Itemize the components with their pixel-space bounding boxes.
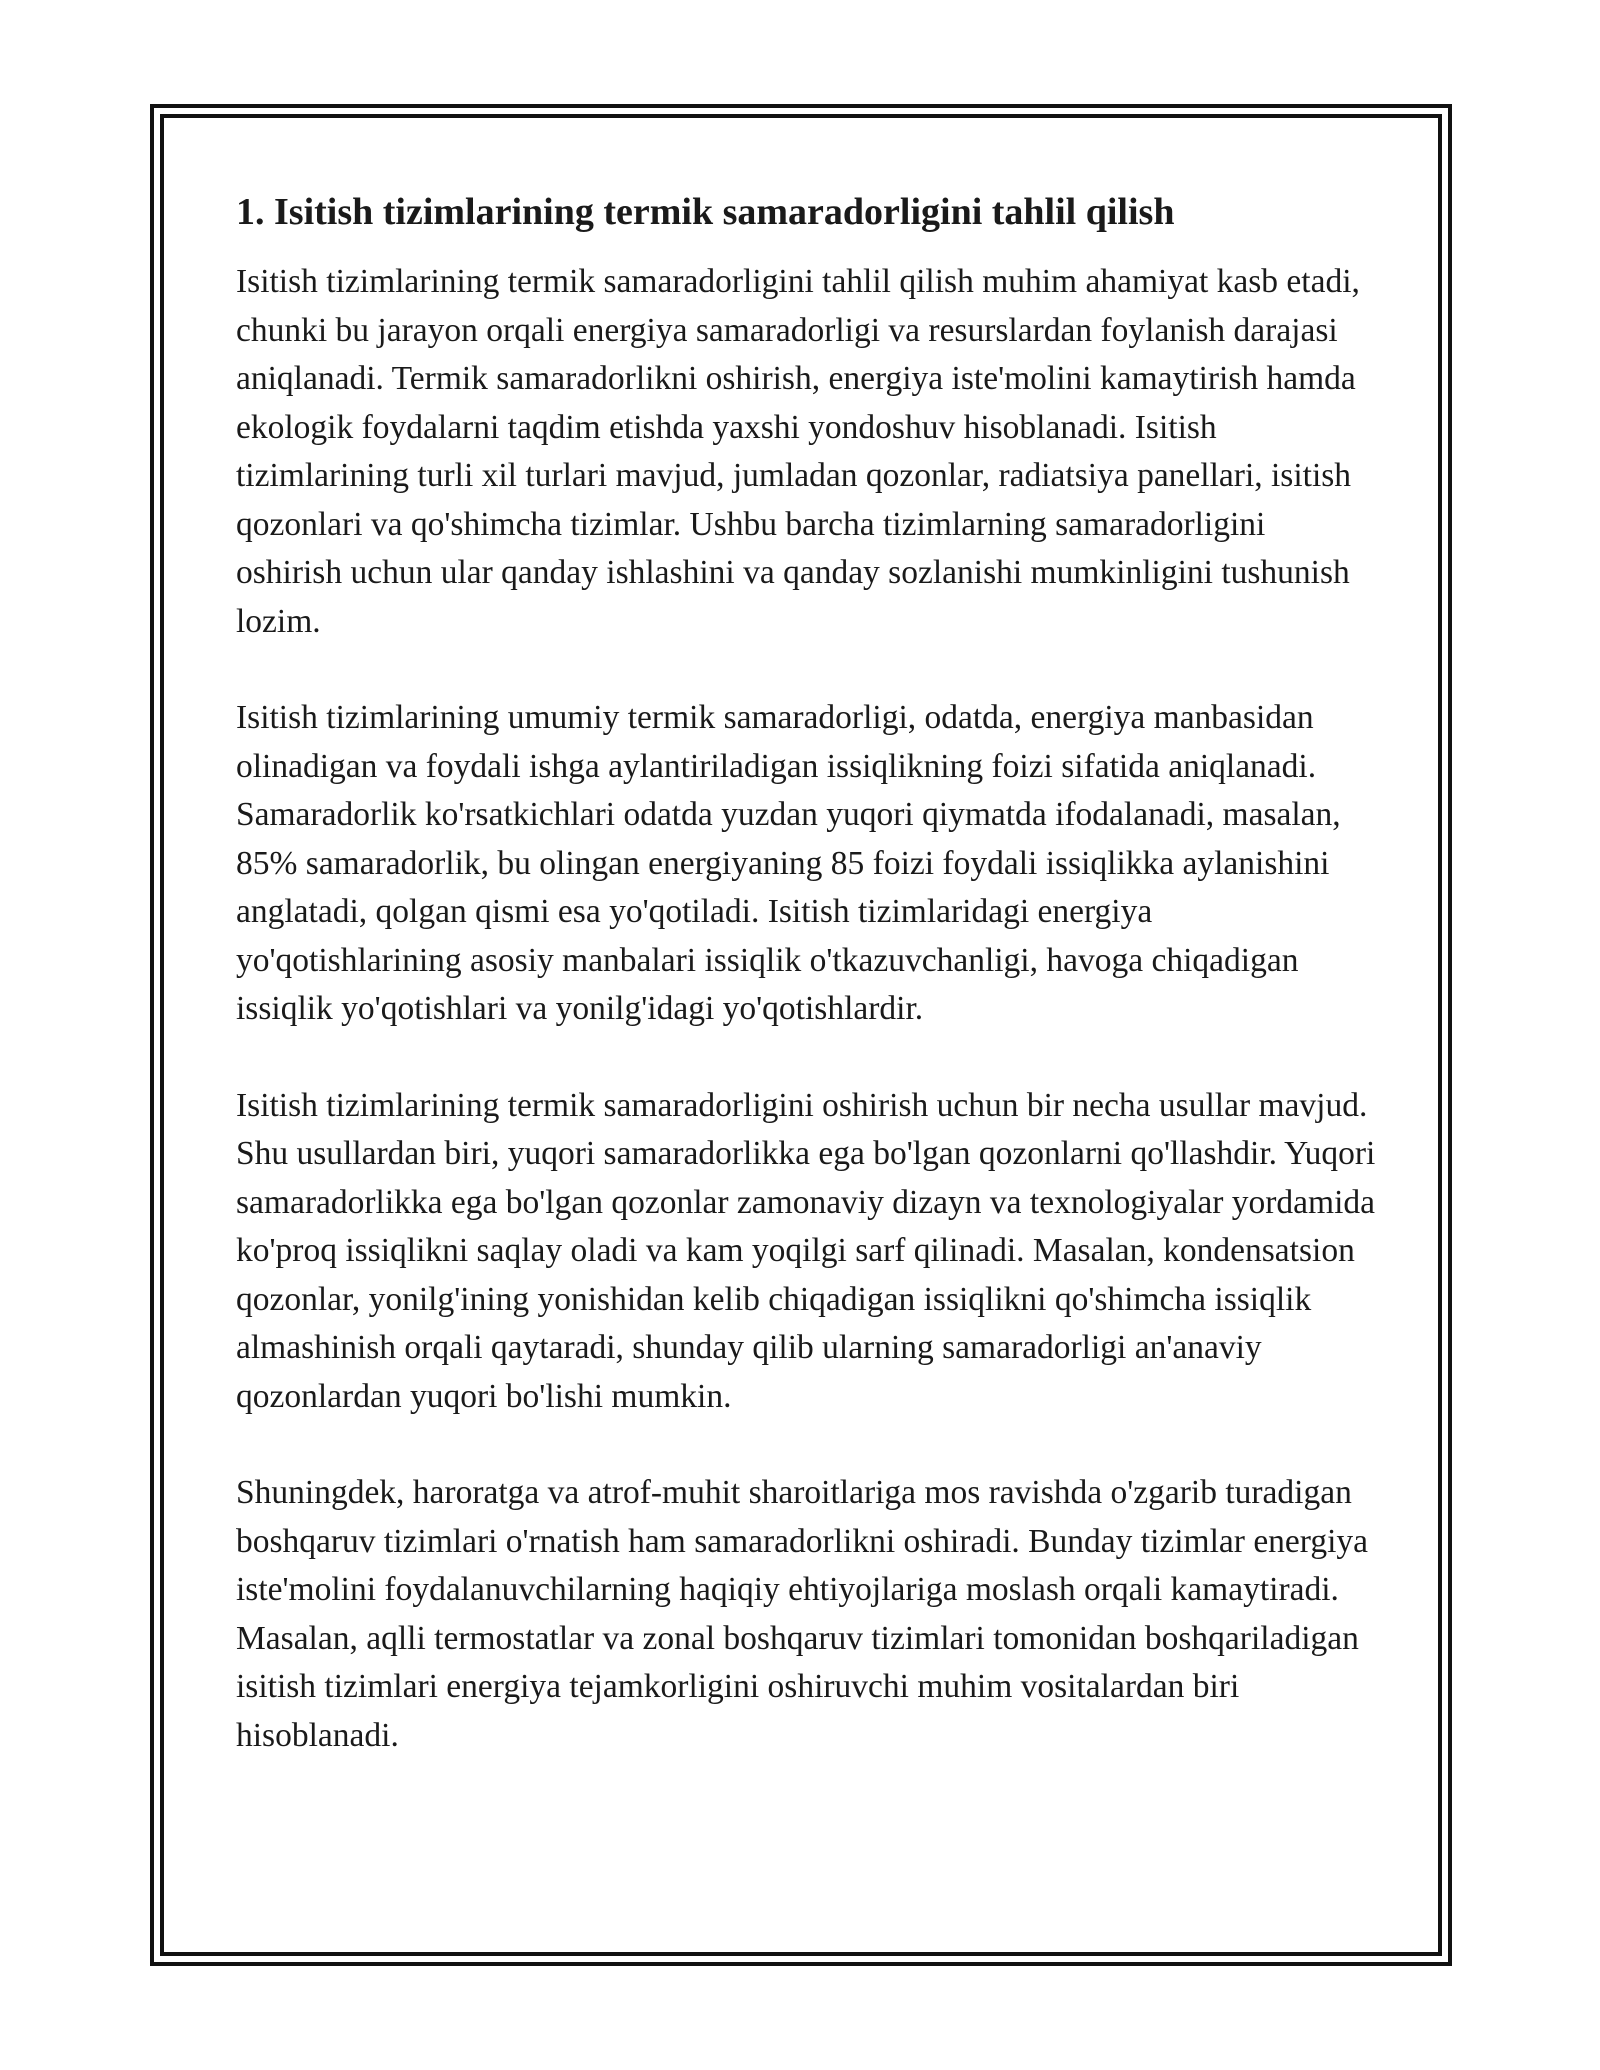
- section-heading: 1. Isitish tizimlarining termik samaradorligini tahlil qilish: [236, 191, 1175, 233]
- paragraph-4: Shuningdek, haroratga va atrof-muhit sharoitlariga mos ravishda o'zgarib turadigan boshqaruv tizimlari o'rnatish ham samaradorlikni oshiradi. Bunday tizimlar energiya iste'molini foydalanuvchilarning haqiqiy ehtiyojlariga moslash orqali kamaytiradi. Masalan, aqlli termostatlar va zonal boshqaruv tizimlari tomonidan boshqariladigan isitish tizimlari energiya tejamkorligini oshiruvchi muhim vositalardan biri hisoblanadi.: [236, 1474, 1369, 1754]
- paragraph-2: Isitish tizimlarining umumiy termik samaradorligi, odatda, energiya manbasidan olinadigan va foydali ishga aylantiriladigan issiqlikning foizi sifatida aniqlanadi. Samaradorlik ko'rsatkichlari odatda yuzdan yuqori qiymatda ifodalanadi, masalan, 85% samaradorlik, bu olingan energiyaning 85 foizi foydali issiqlikka aylanishini anglatadi, qolgan qismi esa yo'qotiladi. Isitish tizimlaridagi energiya yo'qotishlarining asosiy manbalari issiqlik o'tkazuvchanligi, havoga chiqadigan issiqlik yo'qotishlari va yonilg'idagi yo'qotishlardir.: [236, 699, 1341, 1027]
- document-body: [236, 186, 1376, 1808]
- paragraph-1: Isitish tizimlarining termik samaradorligini tahlil qilish muhim ahamiyat kasb etadi, chunki bu jarayon orqali energiya samaradorligi va resurslardan foylanish darajasi aniqlanadi. Termik samaradorlikni oshirish, energiya iste'molini kamaytirish hamda ekologik foydalarni taqdim etishda yaxshi yondoshuv hisoblanadi. Isitish tizimlarining turli xil turlari mavjud, jumladan qozonlar, radiatsiya panellari, isitish qozonlari va qo'shimcha tizimlar. Ushbu barcha tizimlarning samaradorligini oshirish uchun ular qanday ishlashini va qanday sozlanishi mumkinligini tushunish lozim.: [236, 263, 1360, 640]
- paragraph-3: Isitish tizimlarining termik samaradorligini oshirish uchun bir necha usullar mavjud. Shu usullardan biri, yuqori samaradorlikka ega bo'lgan qozonlarni qo'llashdir. Yuqori samaradorlikka ega bo'lgan qozonlar zamonaviy dizayn va texnologiyalar yordamida ko'proq issiqlikni saqlay oladi va kam yoqilgi sarf qilinadi. Masalan, kondensatsion qozonlar, yonilg'ining yonishidan kelib chiqadigan issiqlikni qo'shimcha issiqlik almashinish orqali qaytaradi, shunday qilib ularning samaradorligi an'anaviy qozonlardan yuqori bo'lishi mumkin.: [236, 1086, 1376, 1415]
